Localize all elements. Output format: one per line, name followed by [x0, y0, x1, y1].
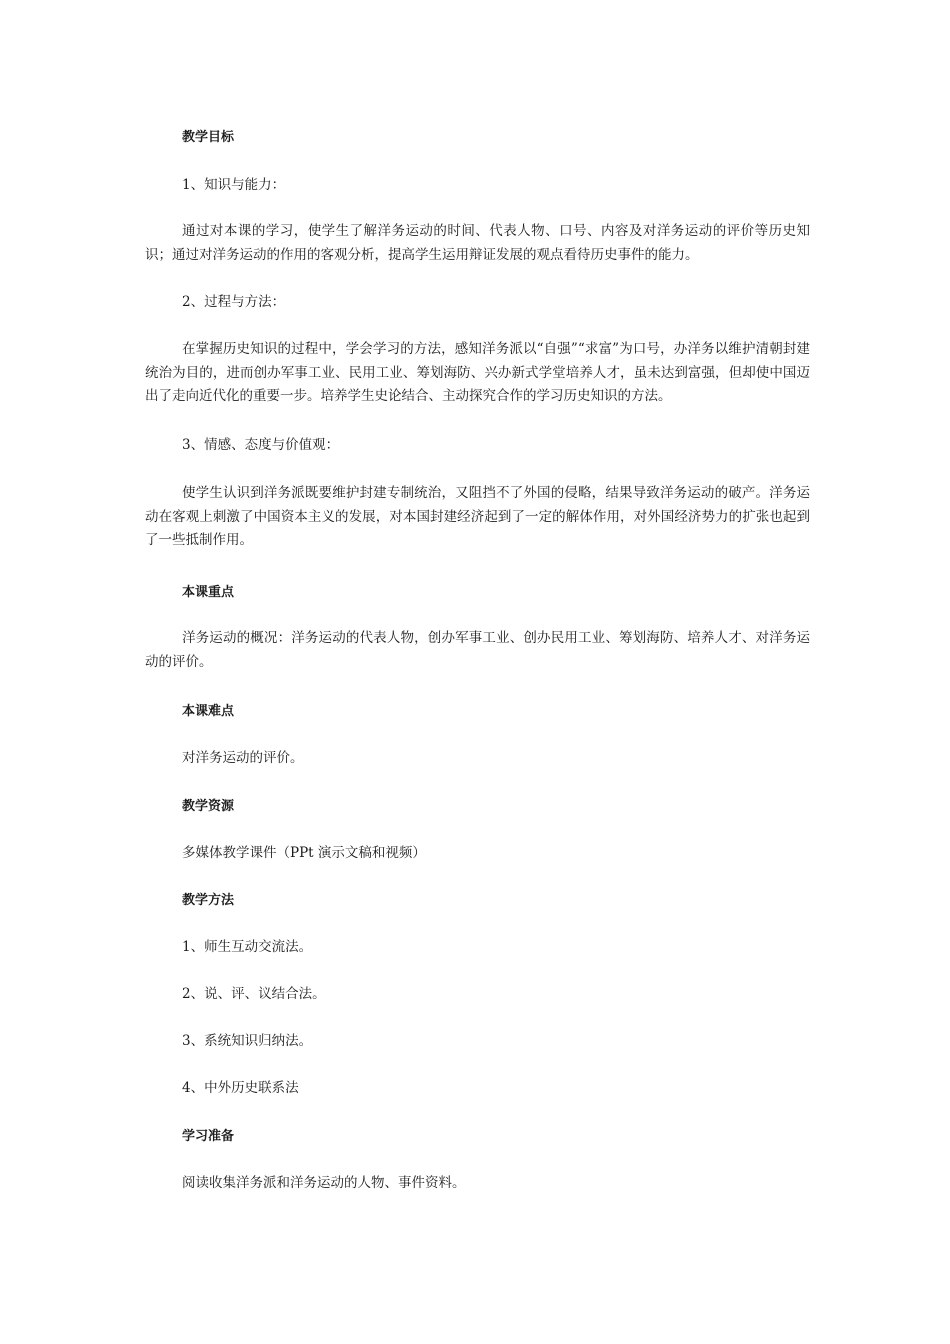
method-item-3: 3、系统知识归纳法。	[182, 1033, 313, 1049]
key-points-text: 洋务运动的概况：洋务运动的代表人物，创办军事工业、创办民用工业、筹划海防、培养人才、对洋务运动的评价。	[145, 630, 810, 670]
heading-objectives: 教学目标	[182, 130, 235, 145]
heading-difficulties: 本课难点	[182, 704, 235, 719]
method-item-4: 4、中外历史联系法	[182, 1080, 299, 1096]
heading-methods: 教学方法	[182, 893, 235, 908]
objective-1-text: 通过对本课的学习，使学生了解洋务运动的时间、代表人物、口号、内容及对洋务运动的评价等历史知识；通过对洋务运动的作用的客观分析，提高学生运用辩证发展的观点看待历史事件的能力。	[145, 223, 810, 263]
heading-key-points: 本课重点	[182, 585, 235, 600]
objective-3-title: 3、情感、态度与价值观：	[182, 437, 340, 453]
heading-resources: 教学资源	[182, 799, 235, 814]
objective-2-text: 在掌握历史知识的过程中，学会学习的方法，感知洋务派以“自强”“求富”为口号，办洋务以维护清朝封建统治为目的，进而创办军事工业、民用工业、筹划海防、兴办新式学堂培养人才，虽未达到富强，但却使中国迈出了走向近代化的重要一步。培养学生史论结合、主动探究合作的学习历史知识的方法。	[145, 341, 810, 404]
difficulties-text: 对洋务运动的评价。	[182, 750, 304, 766]
objective-2-title: 2、过程与方法：	[182, 294, 286, 310]
heading-preparation: 学习准备	[182, 1129, 235, 1144]
method-item-1: 1、师生互动交流法。	[182, 939, 313, 955]
method-item-2: 2、说、评、议结合法。	[182, 986, 326, 1002]
preparation-text: 阅读收集洋务派和洋务运动的人物、事件资料。	[182, 1175, 466, 1191]
objective-3-text: 使学生认识到洋务派既要维护封建专制统治，又阻挡不了外国的侵略，结果导致洋务运动的破产。洋务运动在客观上刺激了中国资本主义的发展，对本国封建经济起到了一定的解体作用，对外国经济势力的扩张也起到了一些抵制作用。	[145, 485, 810, 548]
resources-text: 多媒体教学课件（PPt 演示文稿和视频）	[182, 845, 426, 861]
objective-1-title: 1、知识与能力：	[182, 177, 286, 193]
